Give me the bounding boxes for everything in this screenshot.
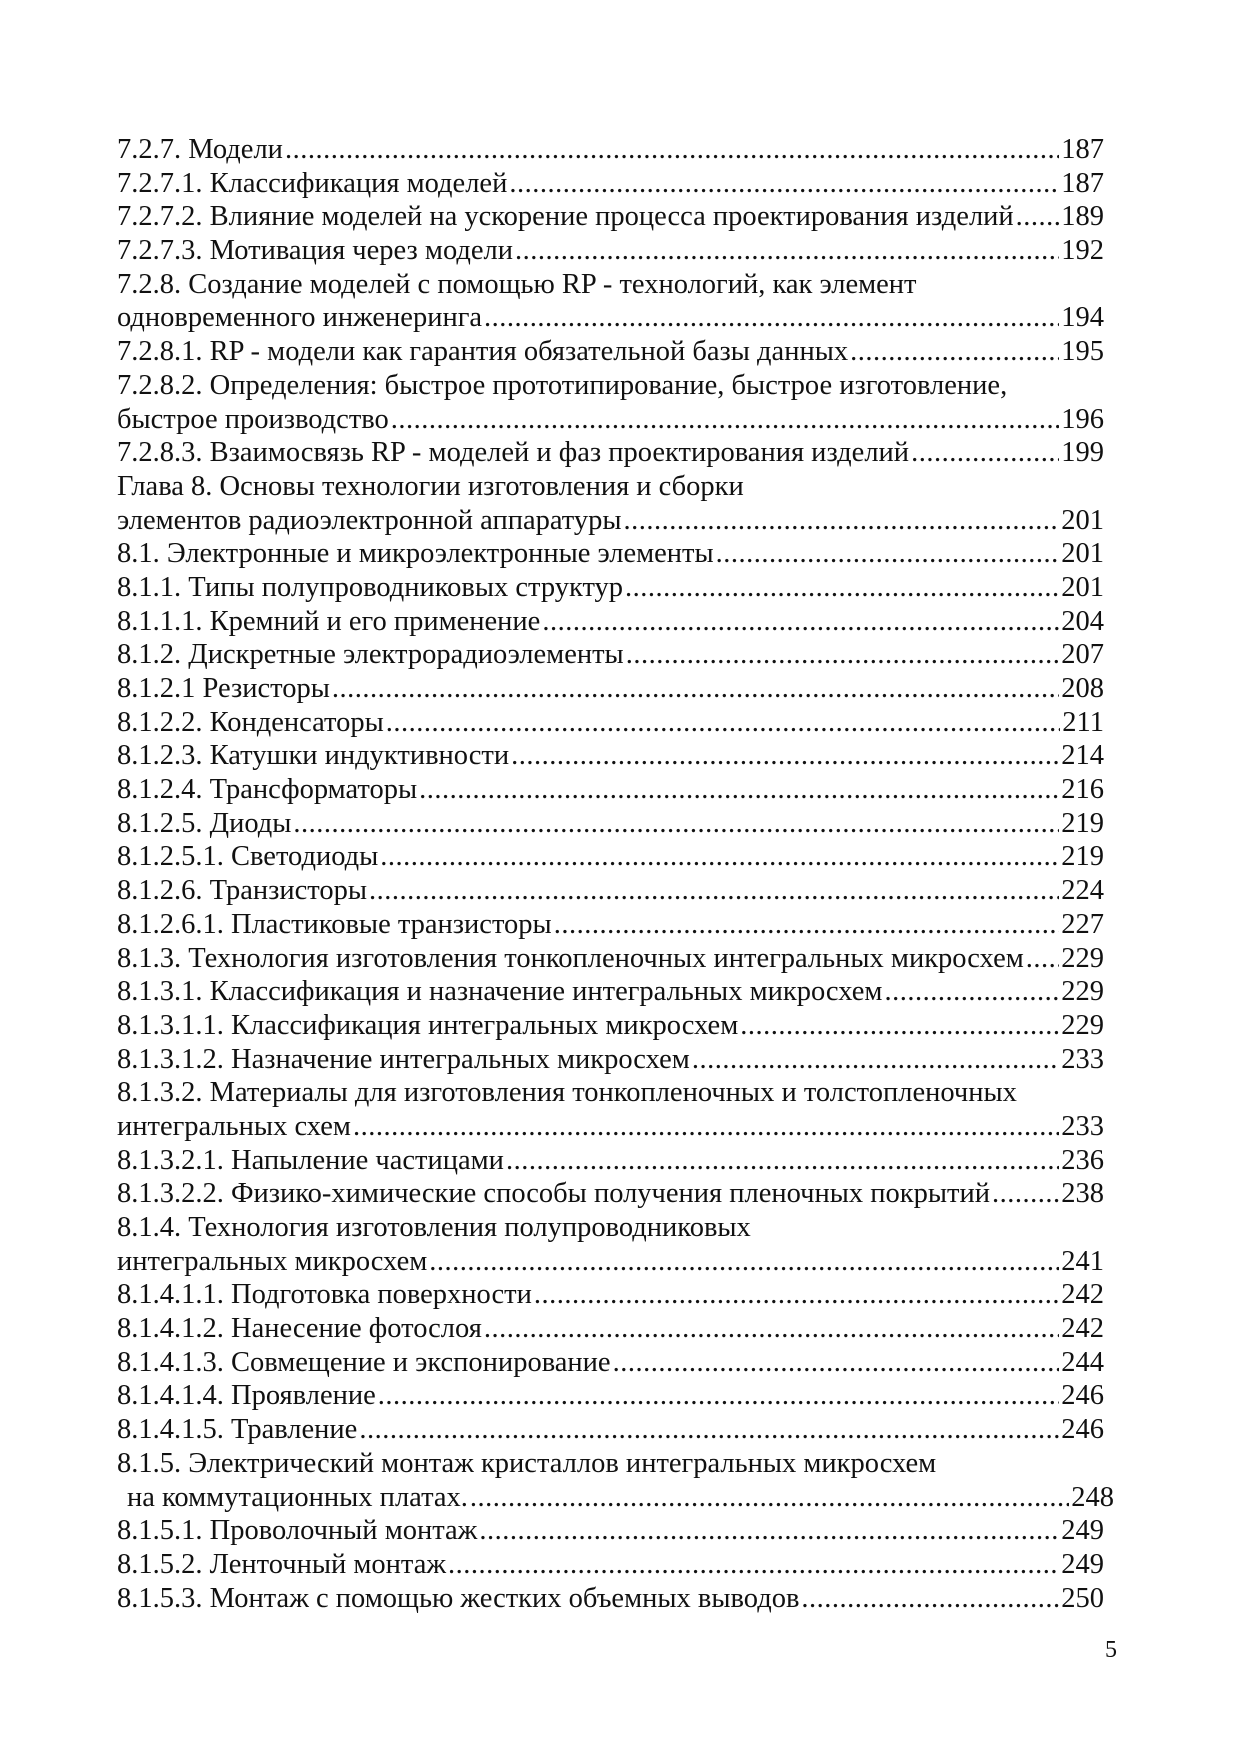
toc-entry-title: 8.1.3.2.1. Напыление частицами: [117, 1144, 504, 1176]
dot-leader: [534, 1278, 1059, 1312]
toc-entry: [117, 638, 1104, 672]
dot-leader: [625, 571, 1059, 605]
toc-entry-line: [117, 942, 1104, 976]
toc-entry-title: 8.1.4.1.2. Нанесение фотослоя: [117, 1313, 482, 1345]
toc-entry-line: [117, 840, 1104, 874]
toc-entry-title: 7.2.7.3. Мотивация через модели: [117, 235, 514, 267]
toc-entry: [117, 1144, 1104, 1178]
dot-leader: [419, 773, 1059, 807]
toc-entry-title: 8.1.2.4. Трансформаторы: [117, 774, 418, 806]
toc-entry-line: [117, 975, 1104, 1009]
toc-entry-title: 8.1.3.2.2. Физико-химические способы получения пленочных покрытий: [117, 1178, 990, 1210]
toc-entry: [117, 470, 1104, 537]
dot-leader: [884, 975, 1059, 1009]
toc-entry-page: 187: [1061, 167, 1104, 199]
toc-entry-title-line: Глава 8. Основы технологии изготовления и сборки: [117, 470, 744, 502]
toc-entry-page: 196: [1061, 403, 1104, 435]
toc-entry: [117, 1548, 1104, 1582]
toc-entry: [117, 975, 1104, 1009]
toc-entry-line: [117, 200, 1104, 234]
toc-entry-line: [117, 537, 1104, 571]
dot-leader: [740, 1009, 1059, 1043]
toc-entry-page: 204: [1061, 605, 1104, 637]
dot-leader: [692, 1043, 1059, 1077]
toc-entry-page: 236: [1061, 1144, 1104, 1176]
toc-entry-title-line: 8.1.3.2. Материалы для изготовления тонкопленочных и толстопленочных: [117, 1077, 1017, 1109]
dot-leader: [801, 1582, 1059, 1616]
toc-entry: [117, 908, 1104, 942]
toc-entry: [117, 1447, 1114, 1514]
toc-entry: [117, 369, 1104, 436]
dot-leader: [285, 133, 1059, 167]
dot-leader: [470, 1481, 1069, 1515]
toc-entry-title-line: 8.1.5. Электрический монтаж кристаллов интегральных микросхем: [117, 1447, 937, 1479]
toc-entry-title: 7.2.8.1. RP - модели как гарантия обязательной базы данных: [117, 336, 849, 368]
toc-entry-page: 249: [1061, 1548, 1104, 1580]
toc-entry-line: [117, 874, 1104, 908]
toc-entry-title: на коммутационных платах.: [127, 1481, 468, 1513]
toc-entry-line: [117, 335, 1104, 369]
toc-entry: [117, 1009, 1104, 1043]
toc-entry-title: 8.1. Электронные и микроэлектронные элементы: [117, 538, 714, 570]
dot-leader: [380, 840, 1059, 874]
toc-entry-page: 248: [1071, 1481, 1114, 1513]
toc-entry-title: 7.2.8.3. Взаимосвязь RP - моделей и фаз проектирования изделий: [117, 437, 910, 469]
toc-entry-page: 229: [1061, 976, 1104, 1008]
toc-entry-page: 249: [1061, 1515, 1104, 1547]
dot-leader: [353, 1110, 1059, 1144]
toc-entry: [117, 133, 1104, 167]
toc-entry-line: [117, 1413, 1104, 1447]
page-number: 5: [1105, 1637, 1117, 1663]
toc-entry-title: 8.1.3.1. Классификация и назначение интегральных микросхем: [117, 976, 883, 1008]
toc-entry-title: 8.1.1.1. Кремний и его применение: [117, 605, 541, 637]
toc-entry-page: 229: [1061, 942, 1104, 974]
dot-leader: [1016, 200, 1060, 234]
toc-entry: [117, 268, 1104, 335]
toc-entry-page: 207: [1061, 639, 1104, 671]
toc-entry-line: [117, 1379, 1104, 1413]
toc-entry-title: 8.1.2.6.1. Пластиковые транзисторы: [117, 908, 552, 940]
toc-entry-line: [117, 908, 1104, 942]
toc-entry-page: 194: [1061, 302, 1104, 334]
toc-entry-line: [117, 739, 1104, 773]
dot-leader: [542, 605, 1059, 639]
toc-entry: [117, 335, 1104, 369]
toc-entry: [117, 1177, 1104, 1211]
toc-entry-title: 8.1.3.1.1. Классификация интегральных микросхем: [117, 1009, 739, 1041]
toc-entry-page: 244: [1061, 1346, 1104, 1378]
dot-leader: [429, 1245, 1059, 1279]
toc-entry: [117, 1582, 1104, 1616]
dot-leader: [391, 403, 1059, 437]
toc-entry-page: 219: [1061, 807, 1104, 839]
toc-entry: [117, 1379, 1104, 1413]
toc-entry: [117, 840, 1104, 874]
toc-entry-line: [117, 1481, 1114, 1515]
toc-entry-title: 8.1.4.1.5. Травление: [117, 1414, 358, 1446]
toc-entry: [117, 167, 1104, 201]
dot-leader: [509, 167, 1059, 201]
dot-leader: [484, 1312, 1059, 1346]
toc-entry-line: [117, 605, 1104, 639]
toc-entry-page: 224: [1061, 875, 1104, 907]
toc-entry: [117, 672, 1104, 706]
toc-entry-title: 7.2.7. Модели: [117, 134, 283, 165]
toc-entry-line: [117, 504, 1104, 538]
toc-entry-page: 214: [1061, 740, 1104, 772]
toc-entry: [117, 571, 1104, 605]
toc-entry-page: 246: [1061, 1414, 1104, 1446]
dot-leader: [378, 1379, 1059, 1413]
dot-leader: [626, 638, 1060, 672]
toc-entry-line: [117, 571, 1104, 605]
toc-entry-line: [117, 638, 1104, 672]
toc-entry-title: 8.1.4.1.1. Подготовка поверхности: [117, 1279, 532, 1311]
toc-entry-title: 8.1.2.3. Катушки индуктивности: [117, 740, 510, 772]
dot-leader: [613, 1346, 1060, 1380]
dot-leader: [554, 908, 1060, 942]
dot-leader: [515, 234, 1059, 268]
toc-entry: [117, 706, 1104, 740]
toc-entry-title: интегральных микросхем: [117, 1245, 428, 1277]
toc-entry: [117, 1413, 1104, 1447]
toc-entry: [117, 1076, 1104, 1143]
toc-entry-title: 8.1.2.5. Диоды: [117, 807, 292, 839]
toc-entry-line: [117, 1278, 1104, 1312]
toc-entry-line: [117, 234, 1104, 268]
toc-entry-title: 8.1.2.2. Конденсаторы: [117, 706, 384, 738]
toc-entry: [117, 807, 1104, 841]
toc-entry-page: 216: [1061, 774, 1104, 806]
dot-leader: [448, 1548, 1059, 1582]
toc-entry-page: 242: [1061, 1313, 1104, 1345]
toc-entry-title: 8.1.1. Типы полупроводниковых структур: [117, 571, 624, 603]
toc-entry-page: 219: [1061, 841, 1104, 873]
toc-entry: [117, 1514, 1104, 1548]
dot-leader: [332, 672, 1059, 706]
toc-entry-line: [117, 133, 1104, 167]
toc-entry: [117, 1278, 1104, 1312]
toc-entry-line: [117, 301, 1104, 335]
toc-entry-line: [117, 1582, 1104, 1616]
toc-entry-title: быстрое производство: [117, 403, 389, 435]
toc-entry-page: 211: [1062, 706, 1104, 738]
toc-entry-line: [117, 1245, 1104, 1279]
dot-leader: [1026, 942, 1059, 976]
toc-entry-page: 242: [1061, 1279, 1104, 1311]
toc-entry-line: [117, 1009, 1104, 1043]
toc-entry-page: 233: [1061, 1043, 1104, 1075]
toc-entry-title: 8.1.3. Технология изготовления тонкопленочных интегральных микросхем: [117, 942, 1024, 974]
toc-entry-title: одновременного инженеринга: [117, 302, 483, 334]
dot-leader: [911, 436, 1059, 470]
toc-entry-title-line: 8.1.4. Технология изготовления полупроводниковых: [117, 1212, 751, 1243]
toc-entry-line: [117, 773, 1104, 807]
toc-entry-title: 8.1.2.1 Резисторы: [117, 673, 330, 704]
toc-entry-title: 8.1.4.1.4. Проявление: [117, 1380, 376, 1412]
toc-entry-title: элементов радиоэлектронной аппаратуры: [117, 504, 622, 536]
toc-entry-line: [117, 167, 1104, 201]
toc-entry-title: 7.2.7.1. Классификация моделей: [117, 167, 508, 199]
toc-entry-title-line: 7.2.8. Создание моделей с помощью RP - технологий, как элемент: [117, 268, 917, 300]
toc-entry-page: 187: [1061, 134, 1104, 165]
toc-entry-line: [117, 807, 1104, 841]
toc-entry-page: 192: [1061, 235, 1104, 267]
dot-leader: [850, 335, 1059, 369]
dot-leader: [992, 1177, 1059, 1211]
toc-entry-line: [117, 672, 1104, 706]
toc-entry-line: [117, 1312, 1104, 1346]
toc-entry-title: 8.1.5.1. Проволочный монтаж: [117, 1515, 478, 1547]
toc-entry-line: [117, 1043, 1104, 1077]
toc-entry-title: интегральных схем: [117, 1110, 351, 1142]
toc-entry-page: 195: [1061, 336, 1104, 368]
dot-leader: [506, 1144, 1059, 1178]
toc-entry-title: 8.1.2.6. Транзисторы: [117, 875, 367, 907]
toc-entry-page: 229: [1061, 1009, 1104, 1041]
toc-entry-page: 241: [1061, 1245, 1104, 1277]
dot-leader: [511, 739, 1059, 773]
toc-entry: [117, 942, 1104, 976]
toc-entry-page: 201: [1061, 504, 1104, 536]
toc-entry: [117, 537, 1104, 571]
toc-entry: [117, 436, 1104, 470]
toc-entry-title: 8.1.2.5.1. Светодиоды: [117, 841, 379, 873]
dot-leader: [624, 504, 1060, 538]
table-of-contents: [117, 133, 1114, 1615]
toc-entry-title: 8.1.3.1.2. Назначение интегральных микросхем: [117, 1043, 690, 1075]
toc-entry-line: [117, 1346, 1104, 1380]
dot-leader: [386, 706, 1061, 740]
toc-entry-title: 8.1.5.3. Монтаж с помощью жестких объемных выводов: [117, 1582, 800, 1614]
toc-entry-page: 201: [1061, 571, 1104, 603]
toc-entry: [117, 1211, 1104, 1278]
toc-entry-page: 238: [1061, 1178, 1104, 1210]
toc-entry: [117, 773, 1104, 807]
toc-entry-line: [117, 706, 1104, 740]
dot-leader: [293, 807, 1059, 841]
toc-entry: [117, 1346, 1104, 1380]
toc-entry-page: 199: [1061, 437, 1104, 469]
toc-entry: [117, 605, 1104, 639]
dot-leader: [716, 537, 1060, 571]
toc-entry-line: [117, 1177, 1104, 1211]
toc-entry: [117, 1312, 1104, 1346]
toc-entry-title: 8.1.4.1.3. Совмещение и экспонирование: [117, 1346, 611, 1378]
toc-entry-line: [117, 403, 1104, 437]
toc-entry-page: 250: [1061, 1582, 1104, 1614]
toc-entry-line: [117, 1548, 1104, 1582]
toc-entry-title-line: 7.2.8.2. Определения: быстрое прототипирование, быстрое изготовление,: [117, 369, 1008, 401]
toc-entry-page: 227: [1061, 908, 1104, 940]
toc-entry: [117, 1043, 1104, 1077]
toc-entry: [117, 234, 1104, 268]
toc-entry-line: [117, 436, 1104, 470]
toc-entry-page: 201: [1061, 538, 1104, 570]
toc-entry-line: [117, 1144, 1104, 1178]
dot-leader: [359, 1413, 1059, 1447]
toc-entry-page: 233: [1061, 1110, 1104, 1142]
toc-entry: [117, 200, 1104, 234]
dot-leader: [484, 301, 1059, 335]
toc-entry-title: 7.2.7.2. Влияние моделей на ускорение процесса проектирования изделий: [117, 201, 1014, 233]
toc-entry-line: [117, 1110, 1104, 1144]
toc-entry-page: 208: [1061, 673, 1104, 704]
toc-entry: [117, 739, 1104, 773]
toc-entry-title: 8.1.2. Дискретные электрорадиоэлементы: [117, 639, 624, 671]
toc-entry: [117, 874, 1104, 908]
toc-entry-page: 189: [1061, 201, 1104, 233]
dot-leader: [369, 874, 1059, 908]
toc-entry-page: 246: [1061, 1380, 1104, 1412]
dot-leader: [479, 1514, 1059, 1548]
toc-entry-title: 8.1.5.2. Ленточный монтаж: [117, 1548, 447, 1580]
toc-entry-line: [117, 1514, 1104, 1548]
